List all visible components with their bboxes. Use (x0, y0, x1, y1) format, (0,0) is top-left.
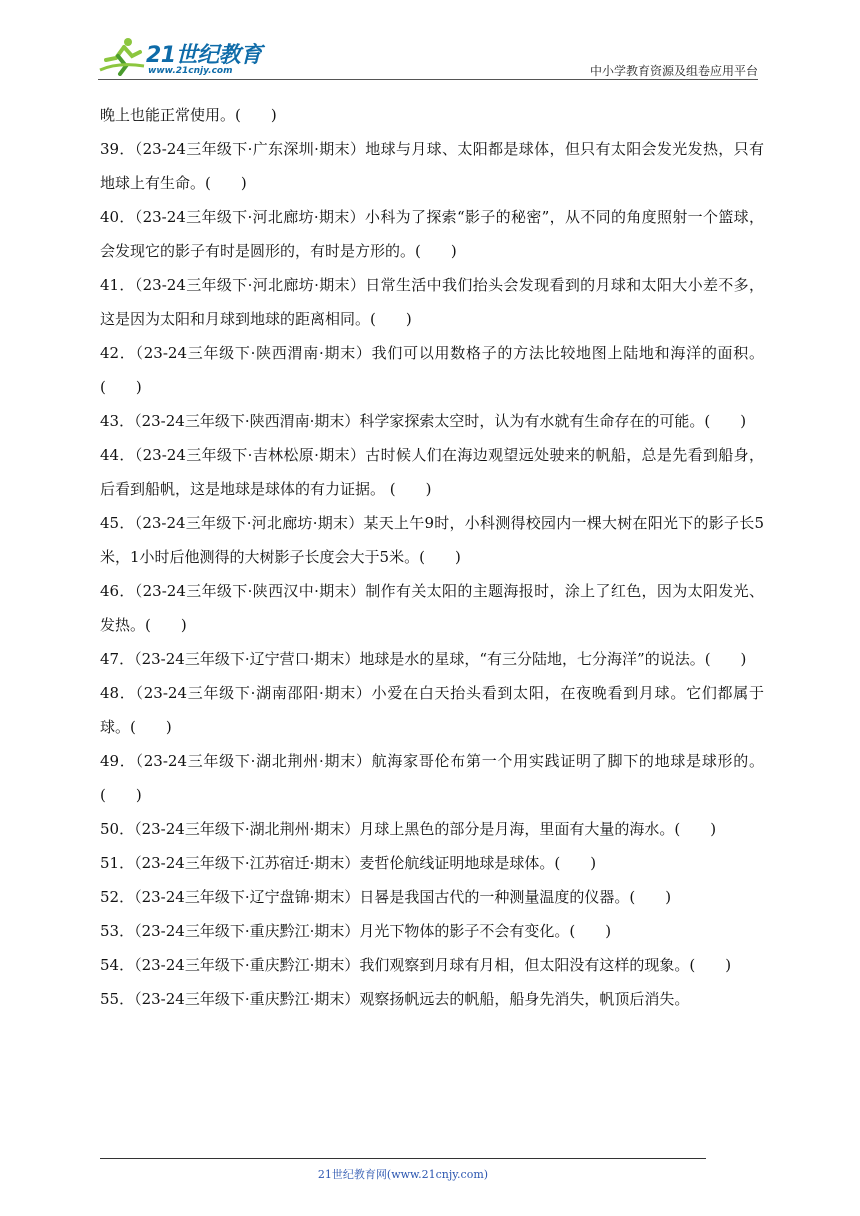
footer-divider (100, 1158, 706, 1159)
question-item: 44．（23-24三年级下·吉林松原·期末）古时候人们在海边观望远处驶来的帆船，总是先看到船身，后看到船帆，这是地球是球体的有力证据。 ( ) (100, 446, 764, 498)
question-item: 45．（23-24三年级下·河北廊坊·期末）某天上午9时，小科测得校园内一棵大树在阳光下的影子长5米，1小时后他测得的大树影子长度会大于5米。( ) (100, 514, 764, 566)
question-item: 46．（23-24三年级下·陕西汉中·期末）制作有关太阳的主题海报时，涂上了红色，因为太阳发光、发热。( ) (100, 582, 764, 634)
question-list (100, 98, 764, 1016)
question-item: 42．（23-24三年级下·陕西渭南·期末）我们可以用数格子的方法比较地图上陆地和海洋的面积。( ) (100, 344, 764, 396)
runner-icon (98, 36, 146, 76)
question-item: 51．（23-24三年级下·江苏宿迁·期末）麦哲伦航线证明地球是球体。( ) (100, 854, 597, 872)
question-item: 40．（23-24三年级下·河北廊坊·期末）小科为了探索“影子的秘密”，从不同的角度照射一个篮球，会发现它的影子有时是圆形的，有时是方形的。( ) (100, 208, 764, 260)
question-item: 54．（23-24三年级下·重庆黔江·期末）我们观察到月球有月相，但太阳没有这样的现象。( ) (100, 956, 732, 974)
question-item: 50．（23-24三年级下·湖北荆州·期末）月球上黑色的部分是月海，里面有大量的海水。( ) (100, 820, 717, 838)
question-item: 53．（23-24三年级下·重庆黔江·期末）月光下物体的影子不会有变化。( ) (100, 922, 612, 940)
footer-site-link[interactable]: 21世纪教育网(www.21cnjy.com) (317, 1168, 489, 1181)
question-item: 39．（23-24三年级下·广东深圳·期末）地球与月球、太阳都是球体，但只有太阳会发光发热，只有地球上有生命。( ) (100, 140, 764, 192)
logo-url: www.21cnjy.com (148, 66, 233, 76)
question-item: 49．（23-24三年级下·湖北荆州·期末）航海家哥伦布第一个用实践证明了脚下的地球是球形的。( ) (100, 752, 764, 804)
question-item: 47．（23-24三年级下·辽宁营口·期末）地球是水的星球，“有三分陆地，七分海洋”的说法。( ) (100, 650, 747, 668)
question-item: 48．（23-24三年级下·湖南邵阳·期末）小爱在白天抬头看到太阳，在夜晚看到月球。它们都属于球。( ) (100, 684, 764, 736)
question-item: 43．（23-24三年级下·陕西渭南·期末）科学家探索太空时，认为有水就有生命存在的可能。( ) (100, 412, 747, 430)
header-platform-name: 中小学教育资源及组卷应用平台 (589, 64, 758, 78)
site-logo (98, 34, 298, 78)
question-item: 晚上也能正常使用。( ) (100, 106, 277, 124)
question-item: 55．（23-24三年级下·重庆黔江·期末）观察扬帆远去的帆船，船身先消失，帆顶后消失。 (100, 990, 690, 1008)
page-header (98, 30, 758, 80)
question-item: 52．（23-24三年级下·辽宁盘锦·期末）日晷是我国古代的一种测量温度的仪器。( ) (100, 888, 672, 906)
logo-text: 21世纪教育 (146, 43, 262, 68)
question-item: 41．（23-24三年级下·河北廊坊·期末）日常生活中我们抬头会发现看到的月球和太阳大小差不多，这是因为太阳和月球到地球的距离相同。( ) (100, 276, 764, 328)
header-divider (98, 79, 758, 80)
